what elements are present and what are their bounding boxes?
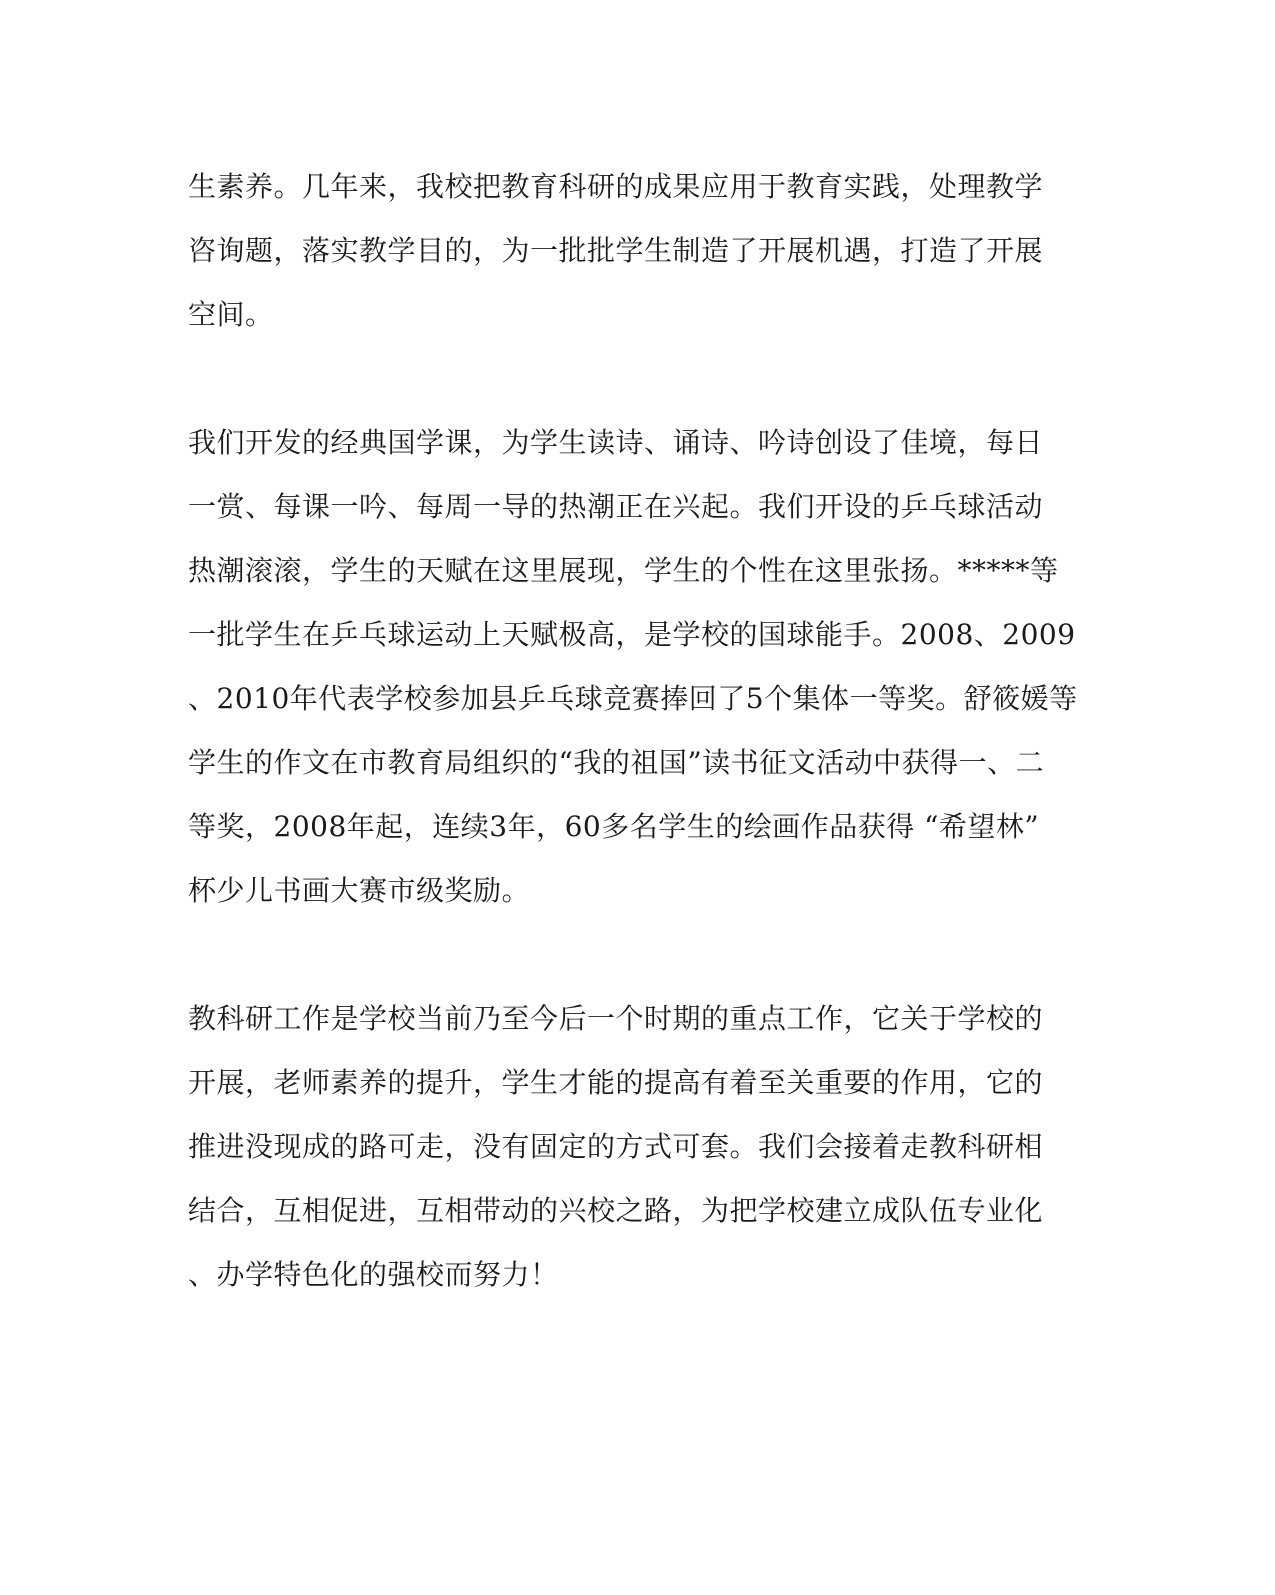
paragraph-2-line-8: 杯少儿书画大赛市级奖励。 [188,874,531,907]
paragraph-1-line-1: 生素养。几年来，我校把教育科研的成果应用于教育实践，处理教学 [188,170,1044,203]
paragraph-3-line-3: 推进没现成的路可走，没有固定的方式可套。我们会接着走教科研相 [188,1130,1044,1163]
paragraph-2-line-6: 学生的作文在市教育局组织的“我的祖国”读书征文活动中获得一、二 [188,746,1045,779]
paragraph-2-line-2: 一赏、每课一吟、每周一导的热潮正在兴起。我们开设的乒乓球活动 [188,490,1044,523]
paragraph-2-line-1: 我们开发的经典国学课，为学生读诗、诵诗、吟诗创设了佳境，每日 [188,426,1044,459]
paragraph-2-line-3: 热潮滚滚，学生的天赋在这里展现，学生的个性在这里张扬。*****等 [188,554,1059,587]
paragraph-3-line-4: 结合，互相促进，互相带动的兴校之路，为把学校建立成队伍专业化 [188,1194,1044,1227]
paragraph-1-line-2: 咨询题，落实教学目的，为一批批学生制造了开展机遇，打造了开展 [188,234,1044,267]
paragraph-3-line-5: 、办学特色化的强校而努力！ [188,1258,559,1291]
paragraph-3-line-2: 开展，老师素养的提升，学生才能的提高有着至关重要的作用，它的 [188,1066,1044,1099]
paragraph-1-line-3: 空间。 [188,298,274,331]
paragraph-2-line-5: 、2010年代表学校参加县乒乓球竞赛捧回了5个集体一等奖。舒筱媛等 [188,682,1078,715]
paragraph-2-line-7: 等奖，2008年起，连续3年，60多名学生的绘画作品获得 “希望林” [188,810,1040,843]
paragraph-3-line-1: 教科研工作是学校当前乃至今后一个时期的重点工作，它关于学校的 [188,1002,1044,1035]
paragraph-2-line-4: 一批学生在乒乓球运动上天赋极高，是学校的国球能手。2008、2009 [188,618,1076,651]
